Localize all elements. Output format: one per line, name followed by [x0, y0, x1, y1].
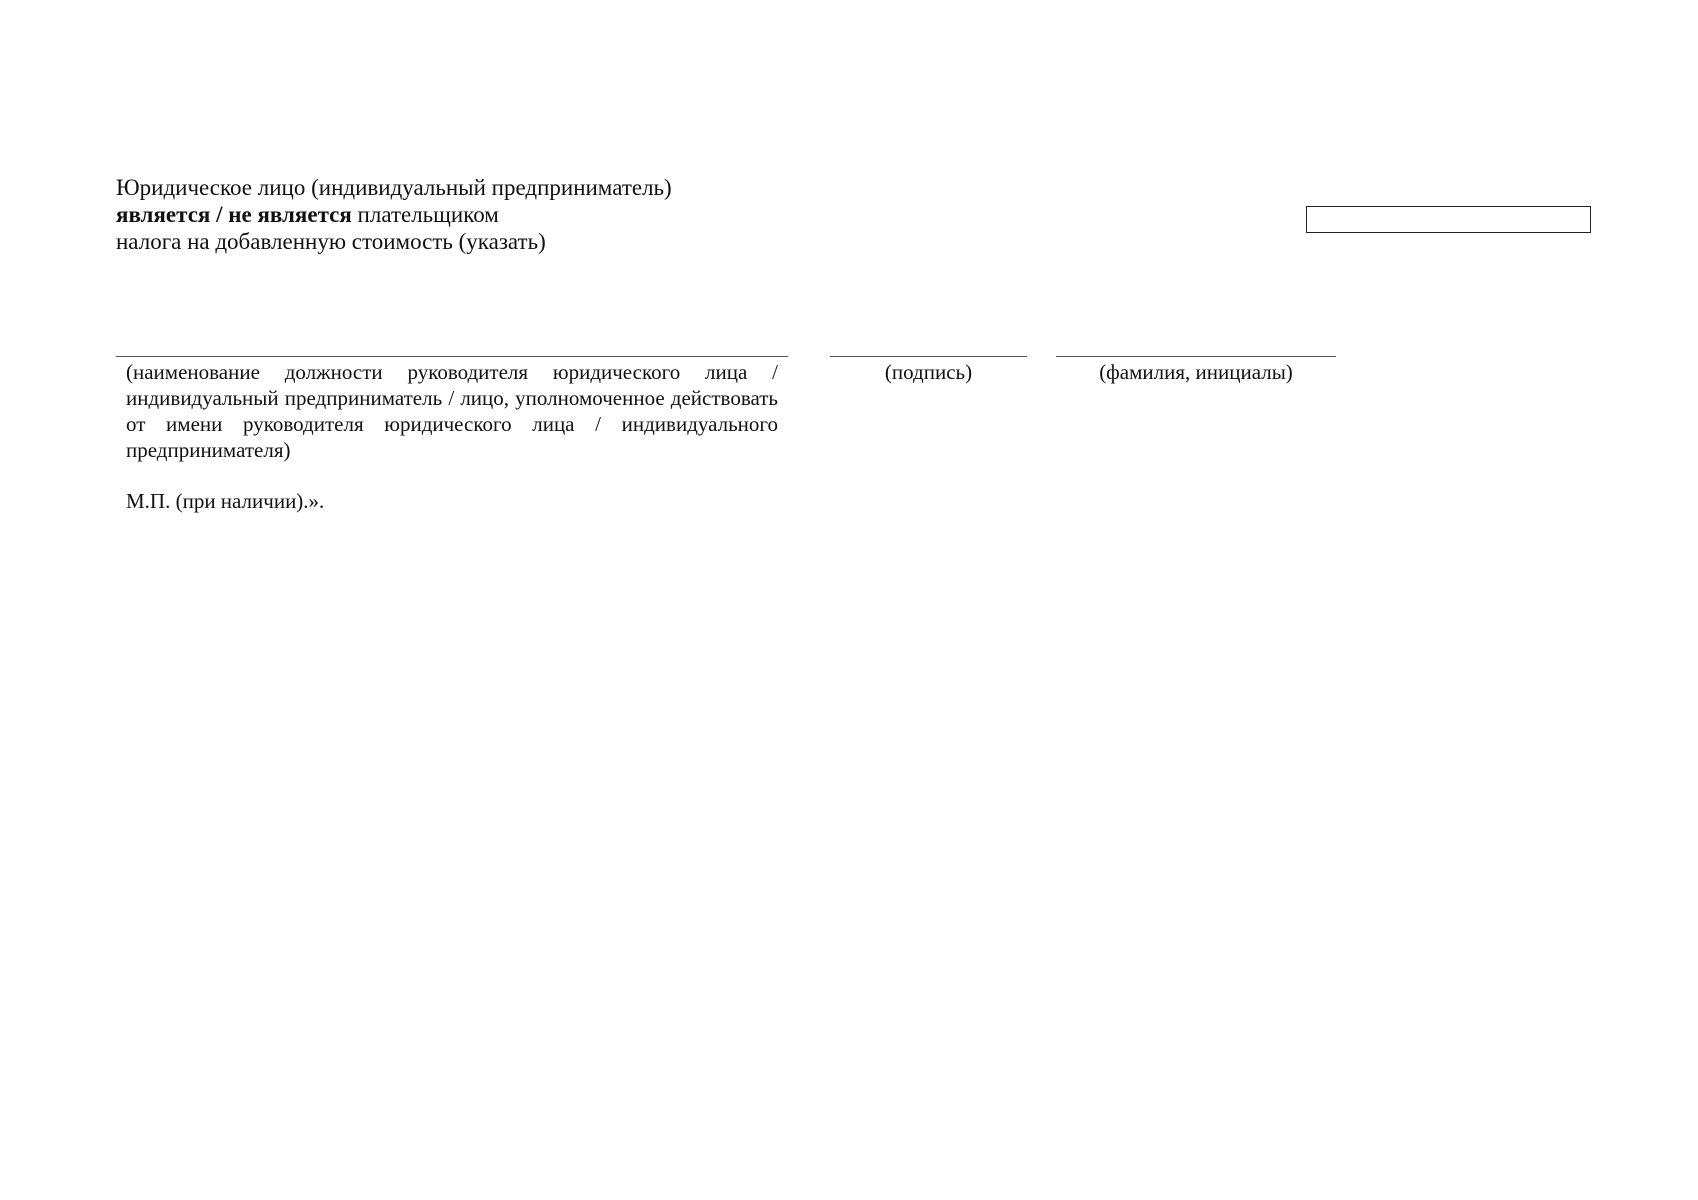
signature-line [830, 356, 1027, 357]
vat-statement-line-2 [116, 201, 816, 228]
position-caption: (наименование должности руководителя юридического лица / индивидуальный предприниматель / лицо, уполномоченное действовать от имени руководителя юридического лица / индивидуального предпринимателя) [126, 360, 778, 462]
vat-statement [116, 174, 816, 255]
vat-status-options: является / не является [116, 202, 352, 227]
signature-caption: (подпись) [884, 360, 973, 384]
name-signature-line [1056, 356, 1336, 357]
position-signature-line [116, 356, 788, 357]
vat-statement-line-2-rest: плательщиком [351, 202, 499, 227]
name-caption: (фамилия, инициалы) [1099, 360, 1293, 384]
vat-answer-field[interactable] [1306, 206, 1591, 233]
stamp-note: М.П. (при наличии).». [126, 489, 325, 513]
vat-statement-line-1: Юридическое лицо (индивидуальный предприниматель) [116, 175, 672, 200]
vat-statement-line-3: налога на добавленную стоимость (указать) [116, 229, 546, 254]
